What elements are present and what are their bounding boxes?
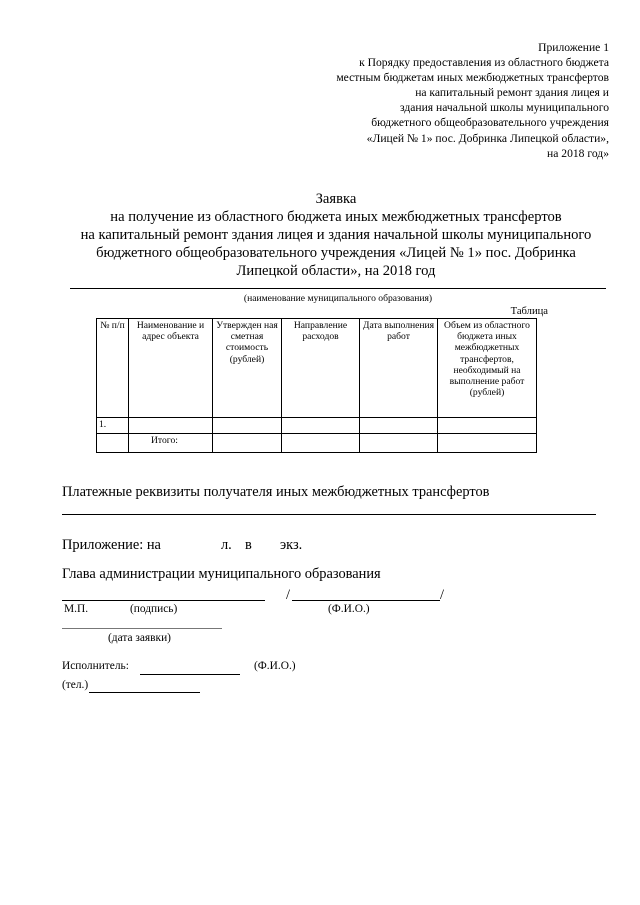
attachment-sheets: л.: [221, 537, 232, 553]
col-header-direction: Направление расходов: [282, 319, 360, 418]
title-line: Липецкой области», на 2018 год: [236, 263, 436, 279]
total-label-cell: Итого:: [129, 434, 213, 453]
table-cell[interactable]: [360, 434, 438, 453]
tel-label: (тел.): [62, 679, 89, 691]
table-cell[interactable]: [360, 418, 438, 434]
appendix-line: к Порядку предоставления из областного бюджета: [359, 56, 609, 70]
table-label: Таблица: [510, 306, 548, 317]
transfer-table: [96, 318, 537, 453]
appendix-line: на капитальный ремонт здания лицея и: [415, 86, 609, 100]
municipality-name-line[interactable]: [70, 288, 606, 289]
requisites-line[interactable]: [62, 514, 596, 515]
date-line[interactable]: [62, 628, 222, 629]
appendix-line: Приложение 1: [538, 41, 609, 54]
appendix-line: местным бюджетам иных межбюджетных трансфертов: [336, 71, 609, 85]
document-title: [0, 190, 640, 280]
col-header-date: Дата выполнения работ: [360, 319, 438, 418]
municipality-caption: (наименование муниципального образования): [243, 293, 433, 304]
title-line: на получение из областного бюджета иных межбюджетных трансфертов: [110, 209, 562, 225]
attachment-prefix: Приложение: на: [62, 537, 161, 553]
col-header-volume: Объем из областного бюджета иных межбюджетных трансфертов, необходимый на выполнение работ (рублей): [438, 319, 537, 418]
title-line: бюджетного общеобразовательного учреждения «Лицей № 1» пос. Добринка: [96, 245, 576, 261]
title-line: Заявка: [315, 191, 357, 207]
table-header-row: [97, 319, 537, 418]
table-total-row: [97, 434, 537, 453]
date-caption: (дата заявки): [108, 632, 171, 644]
fio-caption: (Ф.И.О.): [328, 603, 370, 615]
executor-line[interactable]: [140, 674, 240, 675]
attachment-copies: экз.: [280, 537, 303, 553]
row-number-cell: 1.: [97, 418, 129, 434]
table-cell[interactable]: [213, 418, 282, 434]
table-cell[interactable]: [282, 418, 360, 434]
requisites-label: Платежные реквизиты получателя иных межбюджетных трансфертов: [62, 484, 490, 500]
col-header-object: Наименование и адрес объекта: [129, 319, 213, 418]
appendix-header: [269, 40, 609, 161]
table-cell[interactable]: [282, 434, 360, 453]
table-row: [97, 418, 537, 434]
executor-fio-caption: (Ф.И.О.): [254, 660, 296, 672]
appendix-line: здания начальной школы муниципального: [399, 101, 609, 115]
signature-line[interactable]: [62, 600, 265, 601]
table-cell[interactable]: [129, 418, 213, 434]
tel-line[interactable]: [89, 692, 200, 693]
fio-line[interactable]: [292, 600, 440, 601]
executor-label: Исполнитель:: [62, 660, 129, 672]
col-header-number: № п/п: [97, 319, 129, 418]
col-header-cost: Утвержден ная сметная стоимость (рублей): [213, 319, 282, 418]
stamp-label: М.П.: [64, 603, 89, 615]
table-cell[interactable]: [438, 434, 537, 453]
appendix-line: «Лицей № 1» пос. Добринка Липецкой области»,: [366, 131, 609, 145]
table-cell[interactable]: [213, 434, 282, 453]
title-line: на капитальный ремонт здания лицея и здания начальной школы муниципального: [80, 227, 592, 243]
head-title: Глава администрации муниципального образования: [62, 566, 381, 582]
signature-caption: (подпись): [130, 603, 178, 615]
table-cell: [97, 434, 129, 453]
table-cell[interactable]: [438, 418, 537, 434]
slash-left: /: [286, 587, 290, 603]
slash-right: /: [440, 587, 444, 603]
appendix-line: на 2018 год»: [547, 146, 609, 160]
appendix-line: бюджетного общеобразовательного учреждения: [371, 116, 609, 130]
attachment-in: в: [245, 537, 252, 553]
